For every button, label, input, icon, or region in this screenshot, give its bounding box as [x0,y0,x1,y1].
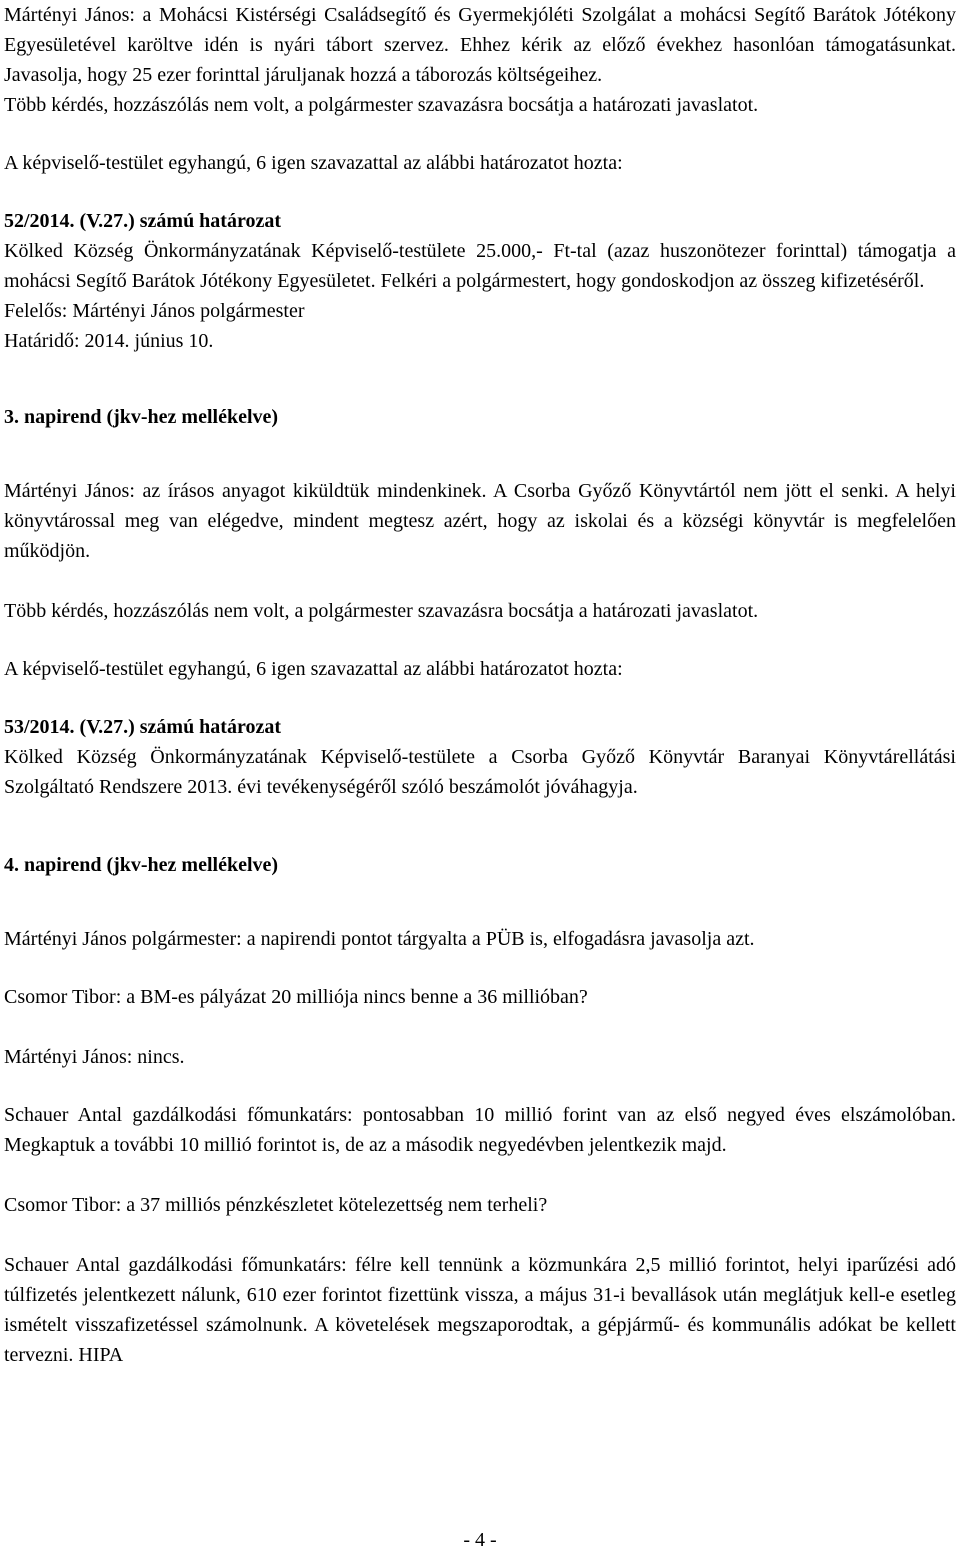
paragraph-vote-result-2: A képviselő-testület egyhangú, 6 igen szavazattal az alábbi határozatot hozta: [4,658,623,680]
paragraph-library-report: Mártényi János: az írásos anyagot kiküldtük mindenkinek. A Csorba Győző Könyvtártól nem jött el senki. A helyi könyvtárossal meg van elégedve, mindent megtesz azért, hogy az iskolai és a községi könyvtár is megfelelően működjön. [4,480,956,562]
paragraph-no-questions: Több kérdés, hozzászólás nem volt, a polgármester szavazásra bocsátja a határozati javaslatot. [4,94,759,116]
paragraph-csomor-question: Csomor Tibor: a BM-es pályázat 20 milliója nincs benne a 36 millióban? [4,986,588,1008]
resolution-heading-53: 53/2014. (V.27.) számú határozat [4,716,282,738]
resolution-text-52: Kölked Község Önkormányzatának Képviselő-testülete 25.000,- Ft-tal (azaz huszonötezer forinttal) támogatja a mohácsi Segítő Barátok Jótékony Egyesületet. Felkéri a polgármestert, hogy gondoskodjon az összeg kifizetéséről. [4,240,956,292]
document-page [4,0,956,1370]
paragraph-csomor-question-2: Csomor Tibor: a 37 milliós pénzkészletet kötelezettség nem terheli? [4,1194,548,1216]
paragraph-schauer-answer-2: Schauer Antal gazdálkodási főmunkatárs: félre kell tennünk a közmunkára 2,5 millió forintot, helyi iparűzési adó túlfizetés jelentkezett nálunk, 610 ezer forintot fizettünk vissza, a május 31-i bevallások után meglátjuk kell-e esetleg ismételt visszafizetéssel számolnunk. A követelések megszaporodtak, a gépjármű- és kommunális adókat be kellett tervezni. HIPA [4,1254,956,1366]
agenda-item-4-heading: 4. napirend (jkv-hez mellékelve) [4,854,279,876]
paragraph-schauer-answer: Schauer Antal gazdálkodási főmunkatárs: pontosabban 10 millió forint van az első negyed éves elszámolóban. Megkaptuk a további 10 millió forintot is, de az a második negyedévben jelentkezik majd. [4,1104,956,1156]
resolution-text-53: Kölked Község Önkormányzatának Képviselő-testülete a Csorba Győző Könyvtár Baranyai Könyvtárellátási Szolgáltató Rendszere 2013. évi tevékenységéről szóló beszámolót jóváhagyja. [4,746,956,798]
paragraph-vote-result: A képviselő-testület egyhangú, 6 igen szavazattal az alábbi határozatot hozta: [4,152,623,174]
deadline: Határidő: 2014. június 10. [4,330,214,352]
paragraph-no-questions-2: Több kérdés, hozzászólás nem volt, a polgármester szavazásra bocsátja a határozati javaslatot. [4,600,759,622]
page-number: - 4 - [463,1529,497,1551]
responsible-person: Felelős: Mártényi János polgármester [4,300,305,322]
paragraph-martenyi-tabor: Mártényi János: a Mohácsi Kistérségi Családsegítő és Gyermekjóléti Szolgálat a mohácsi Segítő Barátok Jótékony Egyesületével karöltve idén is nyári tábort szervez. Ehhez kérik az előző évekhez hasonlóan támogatásunkat. Javasolja, hogy 25 ezer forinttal járuljanak hozzá a táborozás költségeihez. [4,4,956,86]
paragraph-martenyi-answer: Mártényi János: nincs. [4,1046,185,1068]
paragraph-martenyi-pub: Mártényi János polgármester: a napirendi pontot tárgyalta a PÜB is, elfogadásra javasolja azt. [4,928,755,950]
resolution-heading-52: 52/2014. (V.27.) számú határozat [4,210,282,232]
agenda-item-3-heading: 3. napirend (jkv-hez mellékelve) [4,406,279,428]
